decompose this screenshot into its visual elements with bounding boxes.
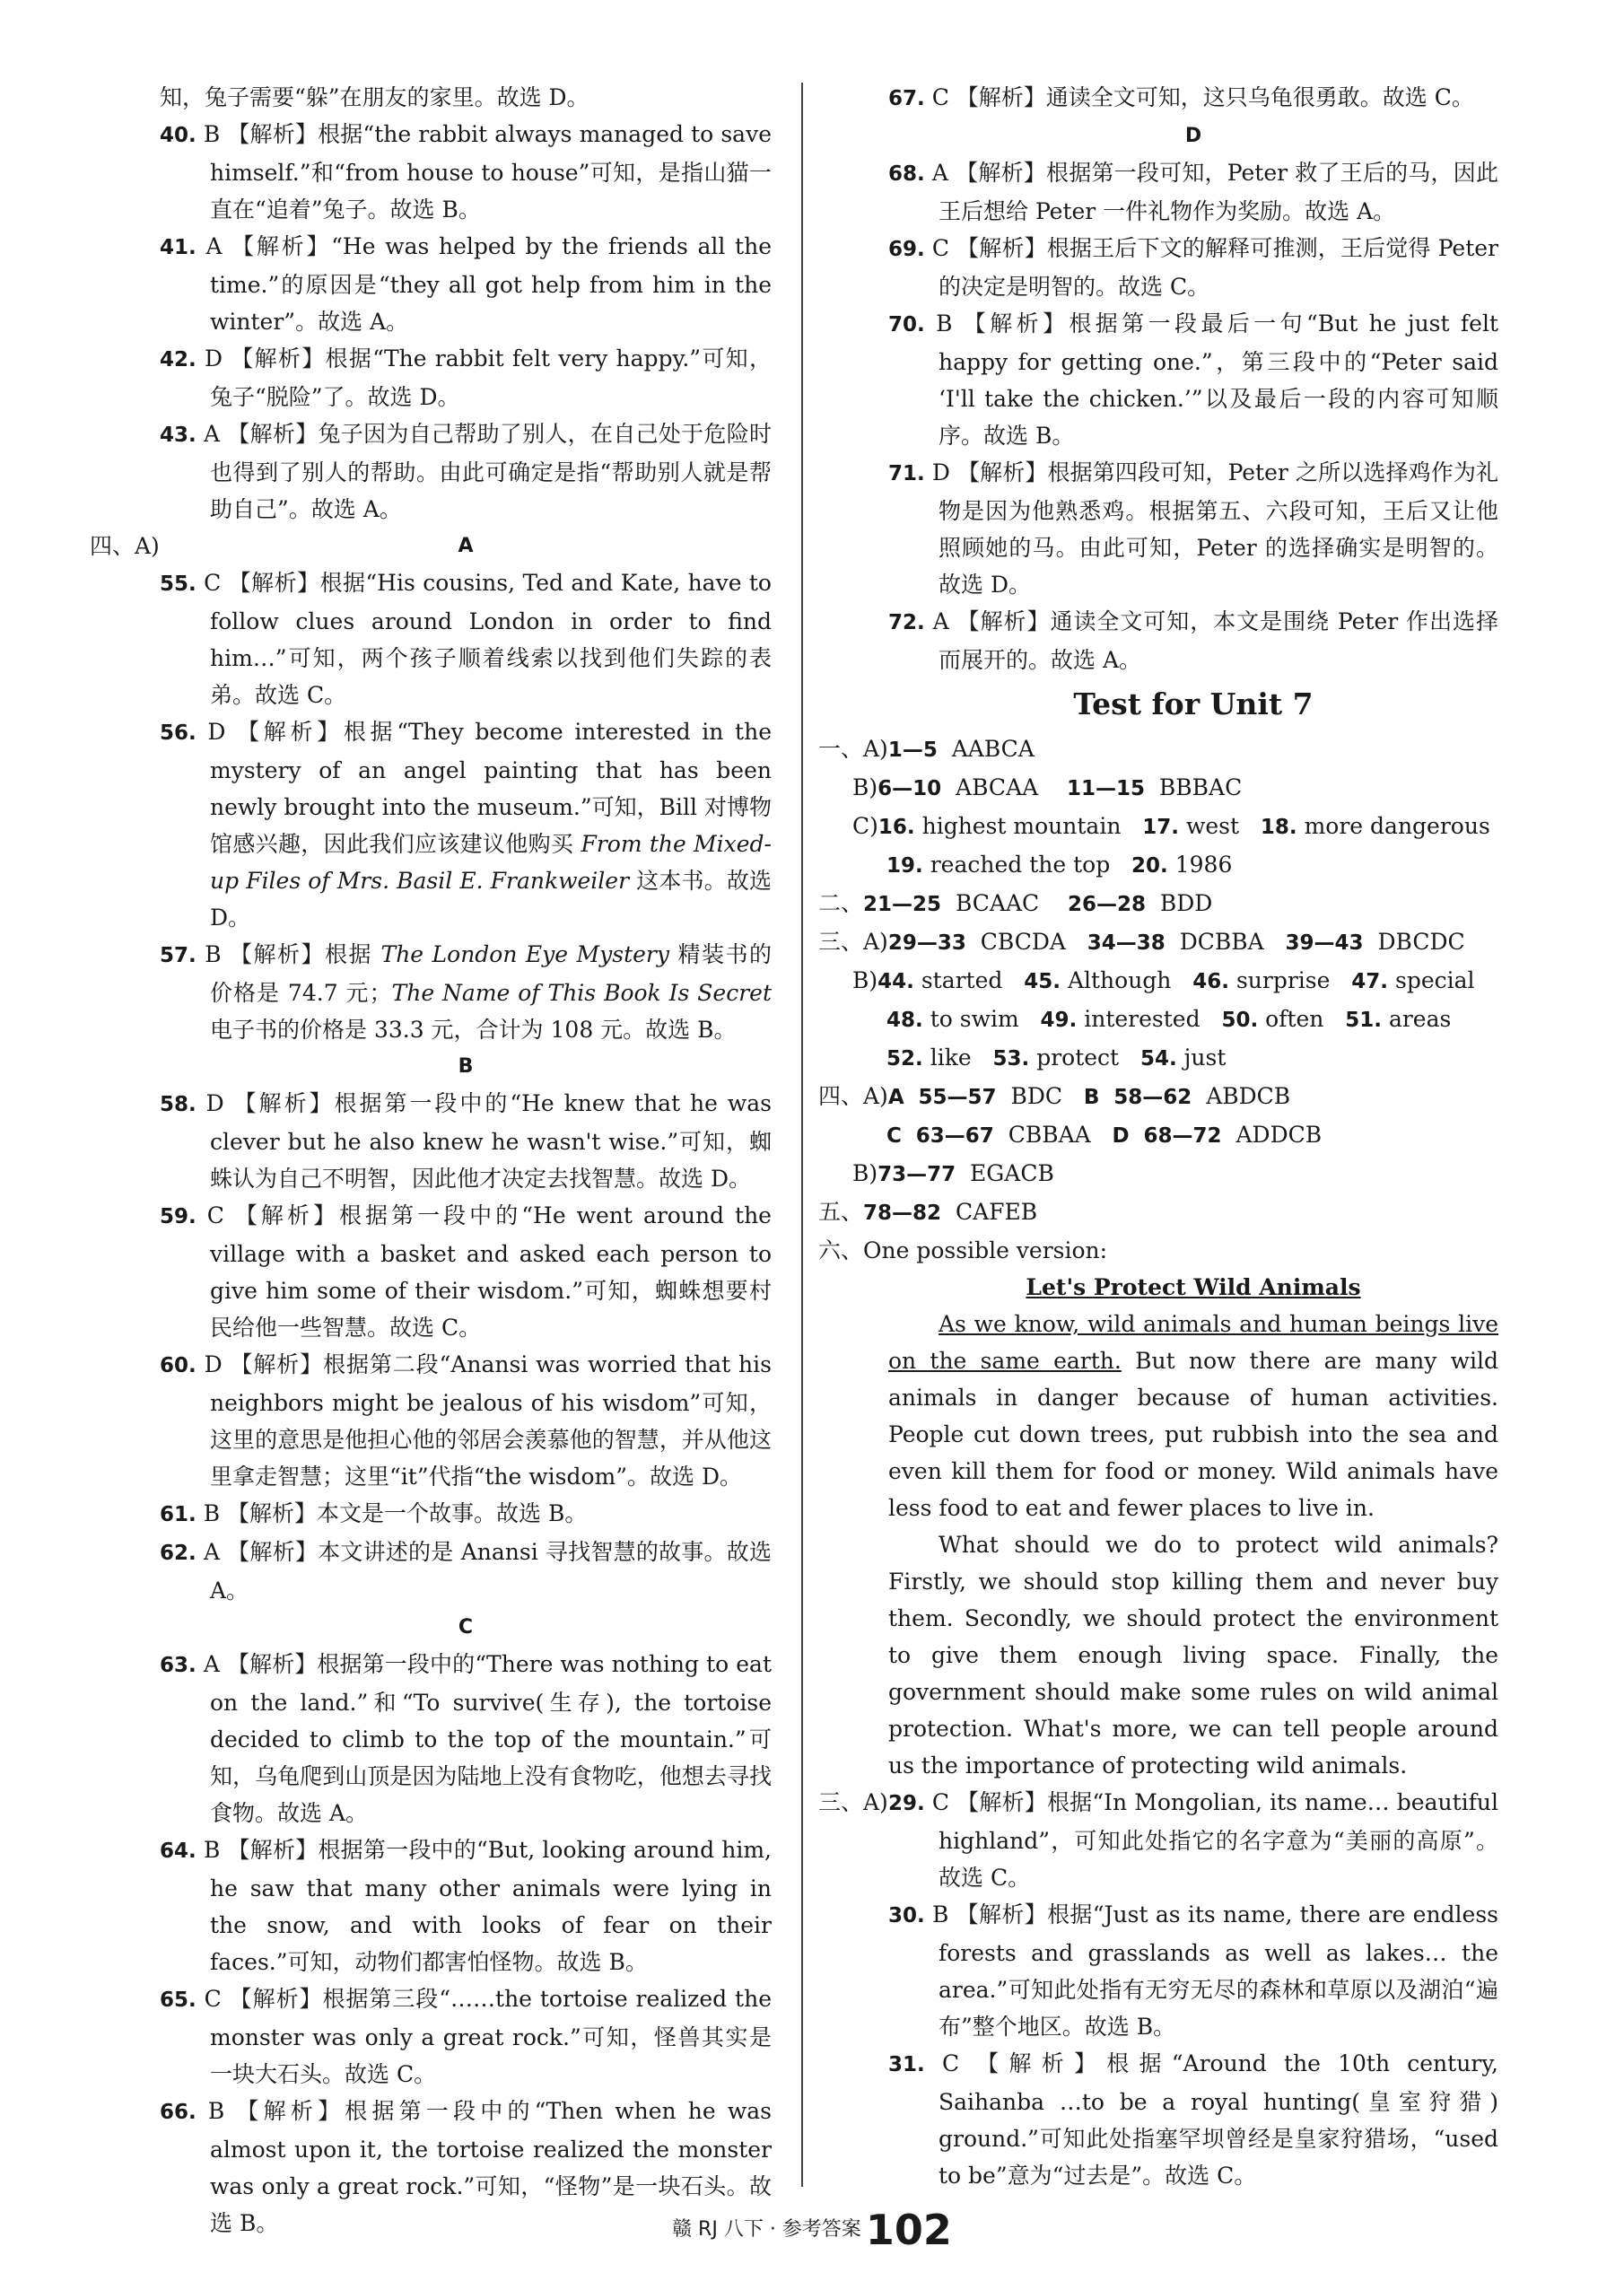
section-1a xyxy=(818,730,1498,769)
answers: AABCA xyxy=(951,736,1035,762)
answer: often xyxy=(1265,1006,1324,1032)
answer-number: 56. xyxy=(160,721,196,745)
section-label: B) xyxy=(852,774,878,800)
answer: reached the top xyxy=(930,852,1111,878)
answer-31 xyxy=(888,2045,1498,2194)
answer-64 xyxy=(160,1831,772,1980)
answer-59 xyxy=(160,1197,772,1346)
q-number: 20. xyxy=(1131,854,1168,878)
answer-number: 60. xyxy=(160,1354,196,1377)
passage-letter: C xyxy=(886,1124,902,1148)
answer-text: C 【解析】根据“His cousins, Ted and Kate, have to follow clues around London in order to find him…”可知，两个孩子顺着线索以找到他们失踪的表弟。故选 C。 xyxy=(204,570,772,708)
book-title: The London Eye Mystery xyxy=(380,941,670,967)
answer-number: 68. xyxy=(888,162,925,186)
answer-text: B 【解析】根据“the rabbit always managed to save himself.”和“from house to house”可知，是指山猫一直在“追着”兔子。故选 B。 xyxy=(203,121,772,223)
section-label: B) xyxy=(852,1160,878,1186)
answer-text-end: 这本书。故选 D。 xyxy=(210,868,772,931)
answer: Although xyxy=(1067,967,1172,993)
answer-number: 40. xyxy=(160,124,196,147)
answer-number: 29. xyxy=(888,1792,925,1815)
answer-number: 59. xyxy=(160,1205,196,1228)
answer-text: B 【解析】根据第一段中的“Then when he was almost upon it, the tortoise realized the monster was only a great rock.”可知，“怪物”是一块石头。故选 B。 xyxy=(207,2098,772,2236)
right-column xyxy=(818,79,1499,2194)
column-divider xyxy=(801,83,803,2187)
range: 78—82 xyxy=(863,1202,942,1225)
answer: west xyxy=(1185,813,1240,839)
answer-text: C 【解析】根据第一段中的“He went around the village with a basket and asked each person to give him some of their wisdom.”可知，蜘蛛想要村民给他一些智慧。故选 C。 xyxy=(206,1202,772,1341)
answer-42 xyxy=(160,340,772,415)
book-title: The Name of This Book Is Secret xyxy=(391,980,773,1006)
section-3b xyxy=(852,962,1498,1001)
book-title: From the Mixed-up Files of Mrs. Basil E. Frankweiler xyxy=(210,831,772,894)
q-number: 49. xyxy=(1040,1009,1078,1032)
section-1c-cont xyxy=(886,846,1498,885)
answer-63 xyxy=(160,1646,772,1831)
answer-text: C 【解析】根据“In Mongolian, its name… beautiful highland”，可知此处指它的名字意为“美丽的高原”。故选 C。 xyxy=(931,1789,1498,1891)
answer-69 xyxy=(888,230,1498,305)
q-number: 16. xyxy=(877,816,915,839)
answers: EGACB xyxy=(970,1160,1054,1186)
section-4a-cont xyxy=(886,1116,1498,1155)
range: 11—15 xyxy=(1066,777,1145,800)
essay-title: Let's Protect Wild Animals xyxy=(1026,1274,1361,1300)
passage-letter-b: B xyxy=(458,1055,474,1078)
answer-text: C 【解析】通读全文可知，这只乌龟很勇敢。故选 C。 xyxy=(931,84,1474,110)
range: 58—62 xyxy=(1113,1086,1192,1109)
answer-text-end: 电子书的价格是 33.3 元，合计为 108 元。故选 B。 xyxy=(210,1017,737,1043)
q-number: 44. xyxy=(877,970,914,993)
answer-57 xyxy=(160,936,772,1048)
answer: like xyxy=(930,1044,972,1071)
answers: BCAAC xyxy=(955,890,1040,916)
answer-text: D 【解析】根据“The rabbit felt very happy.”可知，兔子“脱险”了。故选 D。 xyxy=(205,345,772,410)
answer-text: A 【解析】“He was helped by the friends all the time.”的原因是“they all got help from him in the winter”。故选 A。 xyxy=(205,233,772,335)
answers: DBCDC xyxy=(1377,929,1465,955)
answer-text: A 【解析】根据第一段可知，Peter 救了王后的马，因此王后想给 Peter 一件礼物作为奖励。故选 A。 xyxy=(931,160,1498,224)
unit-title: Test for Unit 7 xyxy=(1073,686,1314,721)
paragraph-text: But now there are many wild animals in danger because of human activities. People cut down trees, put rubbish into the sea and even kill them for food or money. Wild animals have less food to eat and fewer places to live in. xyxy=(888,1348,1498,1521)
answer-number: 62. xyxy=(160,1542,196,1565)
section-label: C) xyxy=(852,813,878,839)
range: 73—77 xyxy=(877,1163,956,1186)
answer-text: D 【解析】根据“They become interested in the mystery of an angel painting that has been newly brought into the museum.”可知，Bill 对博物馆感兴趣，因此我们应该建议他购买 xyxy=(207,719,772,857)
answer-number: 31. xyxy=(888,2053,925,2076)
answer-43 xyxy=(160,415,772,528)
section-label: B) xyxy=(852,967,878,993)
answer-number: 43. xyxy=(160,424,196,447)
section-4a xyxy=(818,1078,1498,1116)
section-text: One possible version: xyxy=(863,1237,1108,1263)
section-4b xyxy=(852,1155,1498,1193)
passage-letter-c: C xyxy=(458,1616,474,1639)
essay-paragraph-1 xyxy=(888,1306,1498,1526)
answer-number: 61. xyxy=(160,1503,196,1526)
section-6 xyxy=(818,1232,1498,1269)
answer: protect xyxy=(1036,1044,1120,1071)
q-number: 46. xyxy=(1192,970,1230,993)
passage-letter-a: A xyxy=(458,535,474,557)
answers: BBBAC xyxy=(1158,774,1243,800)
answer-40 xyxy=(160,116,772,228)
range: 63—67 xyxy=(915,1124,994,1148)
q-number: 48. xyxy=(886,1009,923,1032)
passage-letter-d: D xyxy=(1184,125,1202,147)
answer: 1986 xyxy=(1174,852,1233,878)
answer-text: B 【解析】本文是一个故事。故选 B。 xyxy=(203,1500,588,1526)
page-number: 102 xyxy=(865,2206,952,2254)
answer-number: 64. xyxy=(160,1840,196,1863)
answer-text-mid: 精装书的价格是 74.7 元； xyxy=(210,941,772,1006)
range: 55—57 xyxy=(918,1086,997,1109)
page-footer xyxy=(0,2206,1624,2254)
range: 29—33 xyxy=(887,931,966,955)
answer-text: C 【解析】根据“Around the 10th century, Saihanba …to be a royal hunting(皇室狩猎) ground.”可知此处指塞罕坝曾经是皇家狩猎场，“used to be”意为“过去是”。故选 C。 xyxy=(939,2050,1499,2189)
answer-text: A 【解析】根据第一段中的“There was nothing to eat on the land.”和“To survive(生存), the tortoise decided to climb to the top of the mountain.”可知，乌龟爬到山顶是因为陆地上没有食物吃，他想去寻找食物。故选 A。 xyxy=(203,1651,773,1826)
answer-72 xyxy=(888,603,1498,678)
answer-text: A 【解析】通读全文可知，本文是围绕 Peter 作出选择而展开的。故选 A。 xyxy=(932,608,1499,673)
answer-number: 72. xyxy=(888,611,925,634)
answer-number: 66. xyxy=(160,2101,196,2124)
q-number: 53. xyxy=(992,1047,1030,1071)
q-number: 47. xyxy=(1351,970,1389,993)
essay-paragraph-2: What should we do to protect wild animals? Firstly, we should stop killing them and never buy them. Secondly, we should protect the environment to give them enough living space. Finally, the government should make some rules on wild animal protection. What's more, we can tell people around us the importance of protecting wild animals. xyxy=(888,1532,1498,1779)
q-number: 51. xyxy=(1345,1009,1382,1032)
answer-62 xyxy=(160,1534,772,1609)
q-number: 19. xyxy=(886,854,923,878)
section-label: 一、A) xyxy=(818,736,888,762)
section-label: 二、 xyxy=(818,890,864,916)
answer-text: B 【解析】根据“Just as its name, there are endless forests and grasslands as well as lakes… the area.”可知此处指有无穷无尽的森林和草原以及湖泊“遍布”整个地区。故选 B。 xyxy=(932,1901,1498,2040)
range: 39—43 xyxy=(1285,931,1364,955)
section-3b-cont1 xyxy=(886,1001,1498,1039)
section-3b-cont2 xyxy=(886,1039,1498,1078)
answer-61 xyxy=(160,1495,772,1534)
footer-tag: 赣 RJ 八下 · 参考答案 xyxy=(672,2218,861,2241)
answers: CBCDA xyxy=(980,929,1066,955)
section-1b xyxy=(852,769,1498,808)
answer-58 xyxy=(160,1085,772,1197)
range: 21—25 xyxy=(863,893,942,916)
answer-55 xyxy=(160,564,772,713)
model-essay xyxy=(888,1269,1498,1784)
answer-text: C 【解析】根据王后下文的解释可推测，王后觉得 Peter 的决定是明智的。故选 C。 xyxy=(931,235,1499,300)
answer-number: 30. xyxy=(888,1904,925,1927)
section-label: 三、A) xyxy=(818,1789,888,1815)
answer-41-continuation: 知，兔子需要“躲”在朋友的家里。故选 D。 xyxy=(160,84,589,110)
section-2 xyxy=(818,885,1498,923)
answer-56 xyxy=(160,713,772,936)
answer: surprise xyxy=(1235,967,1331,993)
answer-number: 67. xyxy=(888,87,925,110)
q-number: 17. xyxy=(1142,816,1180,839)
answer-text: B 【解析】根据第一段最后一句“But he just felt happy for getting one.”，第三段中的“Peter said ‘I'll take the chicken.’”以及最后一段的内容可知顺序。故选 B。 xyxy=(936,310,1498,449)
answer-number: 65. xyxy=(160,1988,196,2012)
answers: DCBBA xyxy=(1179,929,1264,955)
answer-number: 71. xyxy=(888,462,925,485)
q-number: 45. xyxy=(1024,970,1061,993)
q-number: 50. xyxy=(1221,1009,1259,1032)
answer-70 xyxy=(888,305,1498,454)
answer-number: 69. xyxy=(888,238,925,261)
answer-60 xyxy=(160,1346,772,1495)
answer: to swim xyxy=(930,1006,1019,1032)
answer-text: A 【解析】本文讲述的是 Anansi 寻找智慧的故事。故选 A。 xyxy=(203,1539,772,1604)
section-label: 五、 xyxy=(818,1199,864,1225)
answer: areas xyxy=(1388,1006,1452,1032)
answer: started xyxy=(921,967,1003,993)
answer-number: 58. xyxy=(160,1093,196,1116)
q-number: 18. xyxy=(1260,816,1297,839)
range: 6—10 xyxy=(877,777,942,800)
underlined-sentence: As we know, wild animals and human beings live on the same earth. xyxy=(888,1311,1498,1374)
answer: interested xyxy=(1084,1006,1201,1032)
passage-letter: A xyxy=(887,1086,904,1109)
answer-number: 57. xyxy=(160,944,196,967)
answer-number: 70. xyxy=(888,313,925,337)
answer-text: B 【解析】根据第一段中的“But, looking around him, he saw that many other animals were lying in the snow, and with looks of fear on their faces.”可知，动物们都害怕怪物。故选 B。 xyxy=(203,1837,772,1975)
answer-68 xyxy=(888,154,1498,230)
answer-number: 41. xyxy=(160,236,196,259)
range: 26—28 xyxy=(1067,893,1146,916)
left-column xyxy=(90,79,773,2242)
q-number: 52. xyxy=(886,1047,923,1071)
section-label: 三、A) xyxy=(818,929,888,955)
answer-number: 42. xyxy=(160,348,196,371)
section-1c xyxy=(852,808,1498,846)
answer-number: 55. xyxy=(160,572,196,596)
answer-65 xyxy=(160,1980,772,2093)
answers: BDD xyxy=(1159,890,1213,916)
section-label: 六、 xyxy=(818,1237,864,1263)
answer: just xyxy=(1183,1044,1227,1071)
range: 34—38 xyxy=(1087,931,1166,955)
section-label: 四、A) xyxy=(90,533,160,559)
range: 1—5 xyxy=(887,739,938,762)
answers: CAFEB xyxy=(955,1199,1038,1225)
answer-text: D 【解析】根据第四段可知，Peter 之所以选择鸡作为礼物是因为他熟悉鸡。根据第五、六段可知，王后又让他照顾她的马。由此可知，Peter 的选择确实是明智的。故选 D。 xyxy=(931,459,1498,598)
q-number: 54. xyxy=(1139,1047,1177,1071)
answer-text: D 【解析】根据第二段“Anansi was worried that his neighbors might be jealous of his wisdom”可知，这里的意思是他担心他的邻居会羡慕他的智慧，并从他这里拿走智慧；这里“it”代指“the wisdom”。故选 D。 xyxy=(204,1351,772,1490)
answers: CBBAA xyxy=(1008,1122,1091,1148)
passage-letter: B xyxy=(1083,1086,1100,1109)
answer-67 xyxy=(888,79,1498,118)
answers: BDC xyxy=(1010,1083,1062,1109)
section-3a xyxy=(818,923,1498,962)
answers: ABDCB xyxy=(1206,1083,1291,1109)
answer: more dangerous xyxy=(1304,813,1490,839)
answer: highest mountain xyxy=(921,813,1122,839)
answer-number: 63. xyxy=(160,1654,196,1677)
section-4a-header xyxy=(90,528,772,564)
answer-41 xyxy=(160,228,772,340)
answer-text: A 【解析】兔子因为自己帮助了别人，在自己处于危险时也得到了别人的帮助。由此可确定是指“帮助别人就是帮助自己”。故选 A。 xyxy=(204,421,772,522)
passage-letter: D xyxy=(1112,1124,1130,1148)
answer: special xyxy=(1394,967,1475,993)
answer-30 xyxy=(888,1896,1498,2045)
answer-29 xyxy=(818,1784,1498,1896)
answers: ABCAA xyxy=(956,774,1039,800)
answer-71 xyxy=(888,454,1498,603)
range: 68—72 xyxy=(1143,1124,1222,1148)
section-label: 四、A) xyxy=(818,1083,888,1109)
answers: ADDCB xyxy=(1235,1122,1323,1148)
section-5 xyxy=(818,1193,1498,1232)
answer-text: C 【解析】根据第三段“……the tortoise realized the monster was only a great rock.”可知，怪兽其实是一块大石头。故选 C。 xyxy=(204,1986,772,2087)
answer-text: B 【解析】根据 xyxy=(205,941,381,967)
answer-text: D 【解析】根据第一段中的“He knew that he was clever but he also knew he wasn't wise.”可知，蜘蛛认为自己不明智，因此他才决定去找智慧。故选 D。 xyxy=(205,1090,772,1192)
